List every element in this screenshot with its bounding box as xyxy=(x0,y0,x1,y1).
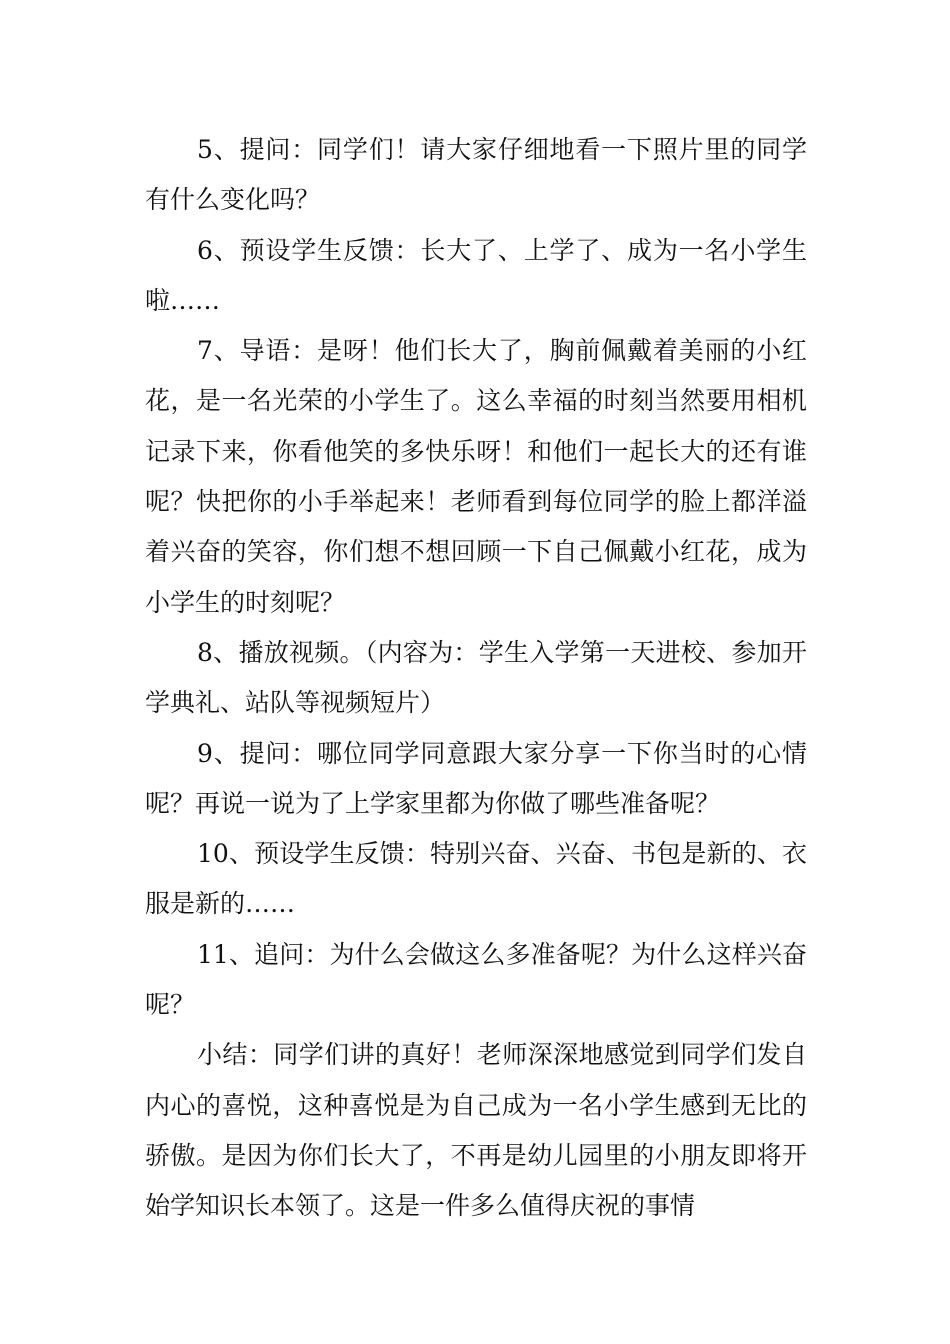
paragraph-summary: 小结：同学们讲的真好！老师深深地感觉到同学们发自内心的喜悦，这种喜悦是为自己成为一名小学生感到无比的骄傲。是因为你们长大了，不再是幼儿园里的小朋友即将开始学知识长本领了。这是一件多么值得庆祝的事情 xyxy=(145,1040,807,1221)
paragraph-step-10: 10、预设学生反馈：特别兴奋、兴奋、书包是新的、衣服是新的…… xyxy=(145,839,807,919)
paragraph-step-8: 8、播放视频。（内容为：学生入学第一天进校、参加开学典礼、站队等视频短片） xyxy=(145,637,807,718)
paragraph-step-11: 11、追问：为什么会做这么多准备呢？为什么这样兴奋呢？ xyxy=(145,939,807,1020)
paragraph-step-9: 9、提问：哪位同学同意跟大家分享一下你当时的心情呢？再说一说为了上学家里都为你做了哪些准备呢？ xyxy=(145,738,807,818)
paragraph-step-6: 6、预设学生反馈：长大了、上学了、成为一名小学生啦…… xyxy=(145,235,807,315)
document-body xyxy=(145,125,807,1232)
paragraph-step-7: 7、导语：是呀！他们长大了，胸前佩戴着美丽的小红花，是一名光荣的小学生了。这么幸福的时刻当然要用相机记录下来，你看他笑的多快乐呀！和他们一起长大的还有谁呢？快把你的小手举起来！老师看到每位同学的脸上都洋溢着兴奋的笑容，你们想不想回顾一下自己佩戴小红花，成为小学生的时刻呢？ xyxy=(145,336,807,617)
paragraph-step-5: 5、提问：同学们！请大家仔细地看一下照片里的同学有什么变化吗？ xyxy=(145,135,807,215)
